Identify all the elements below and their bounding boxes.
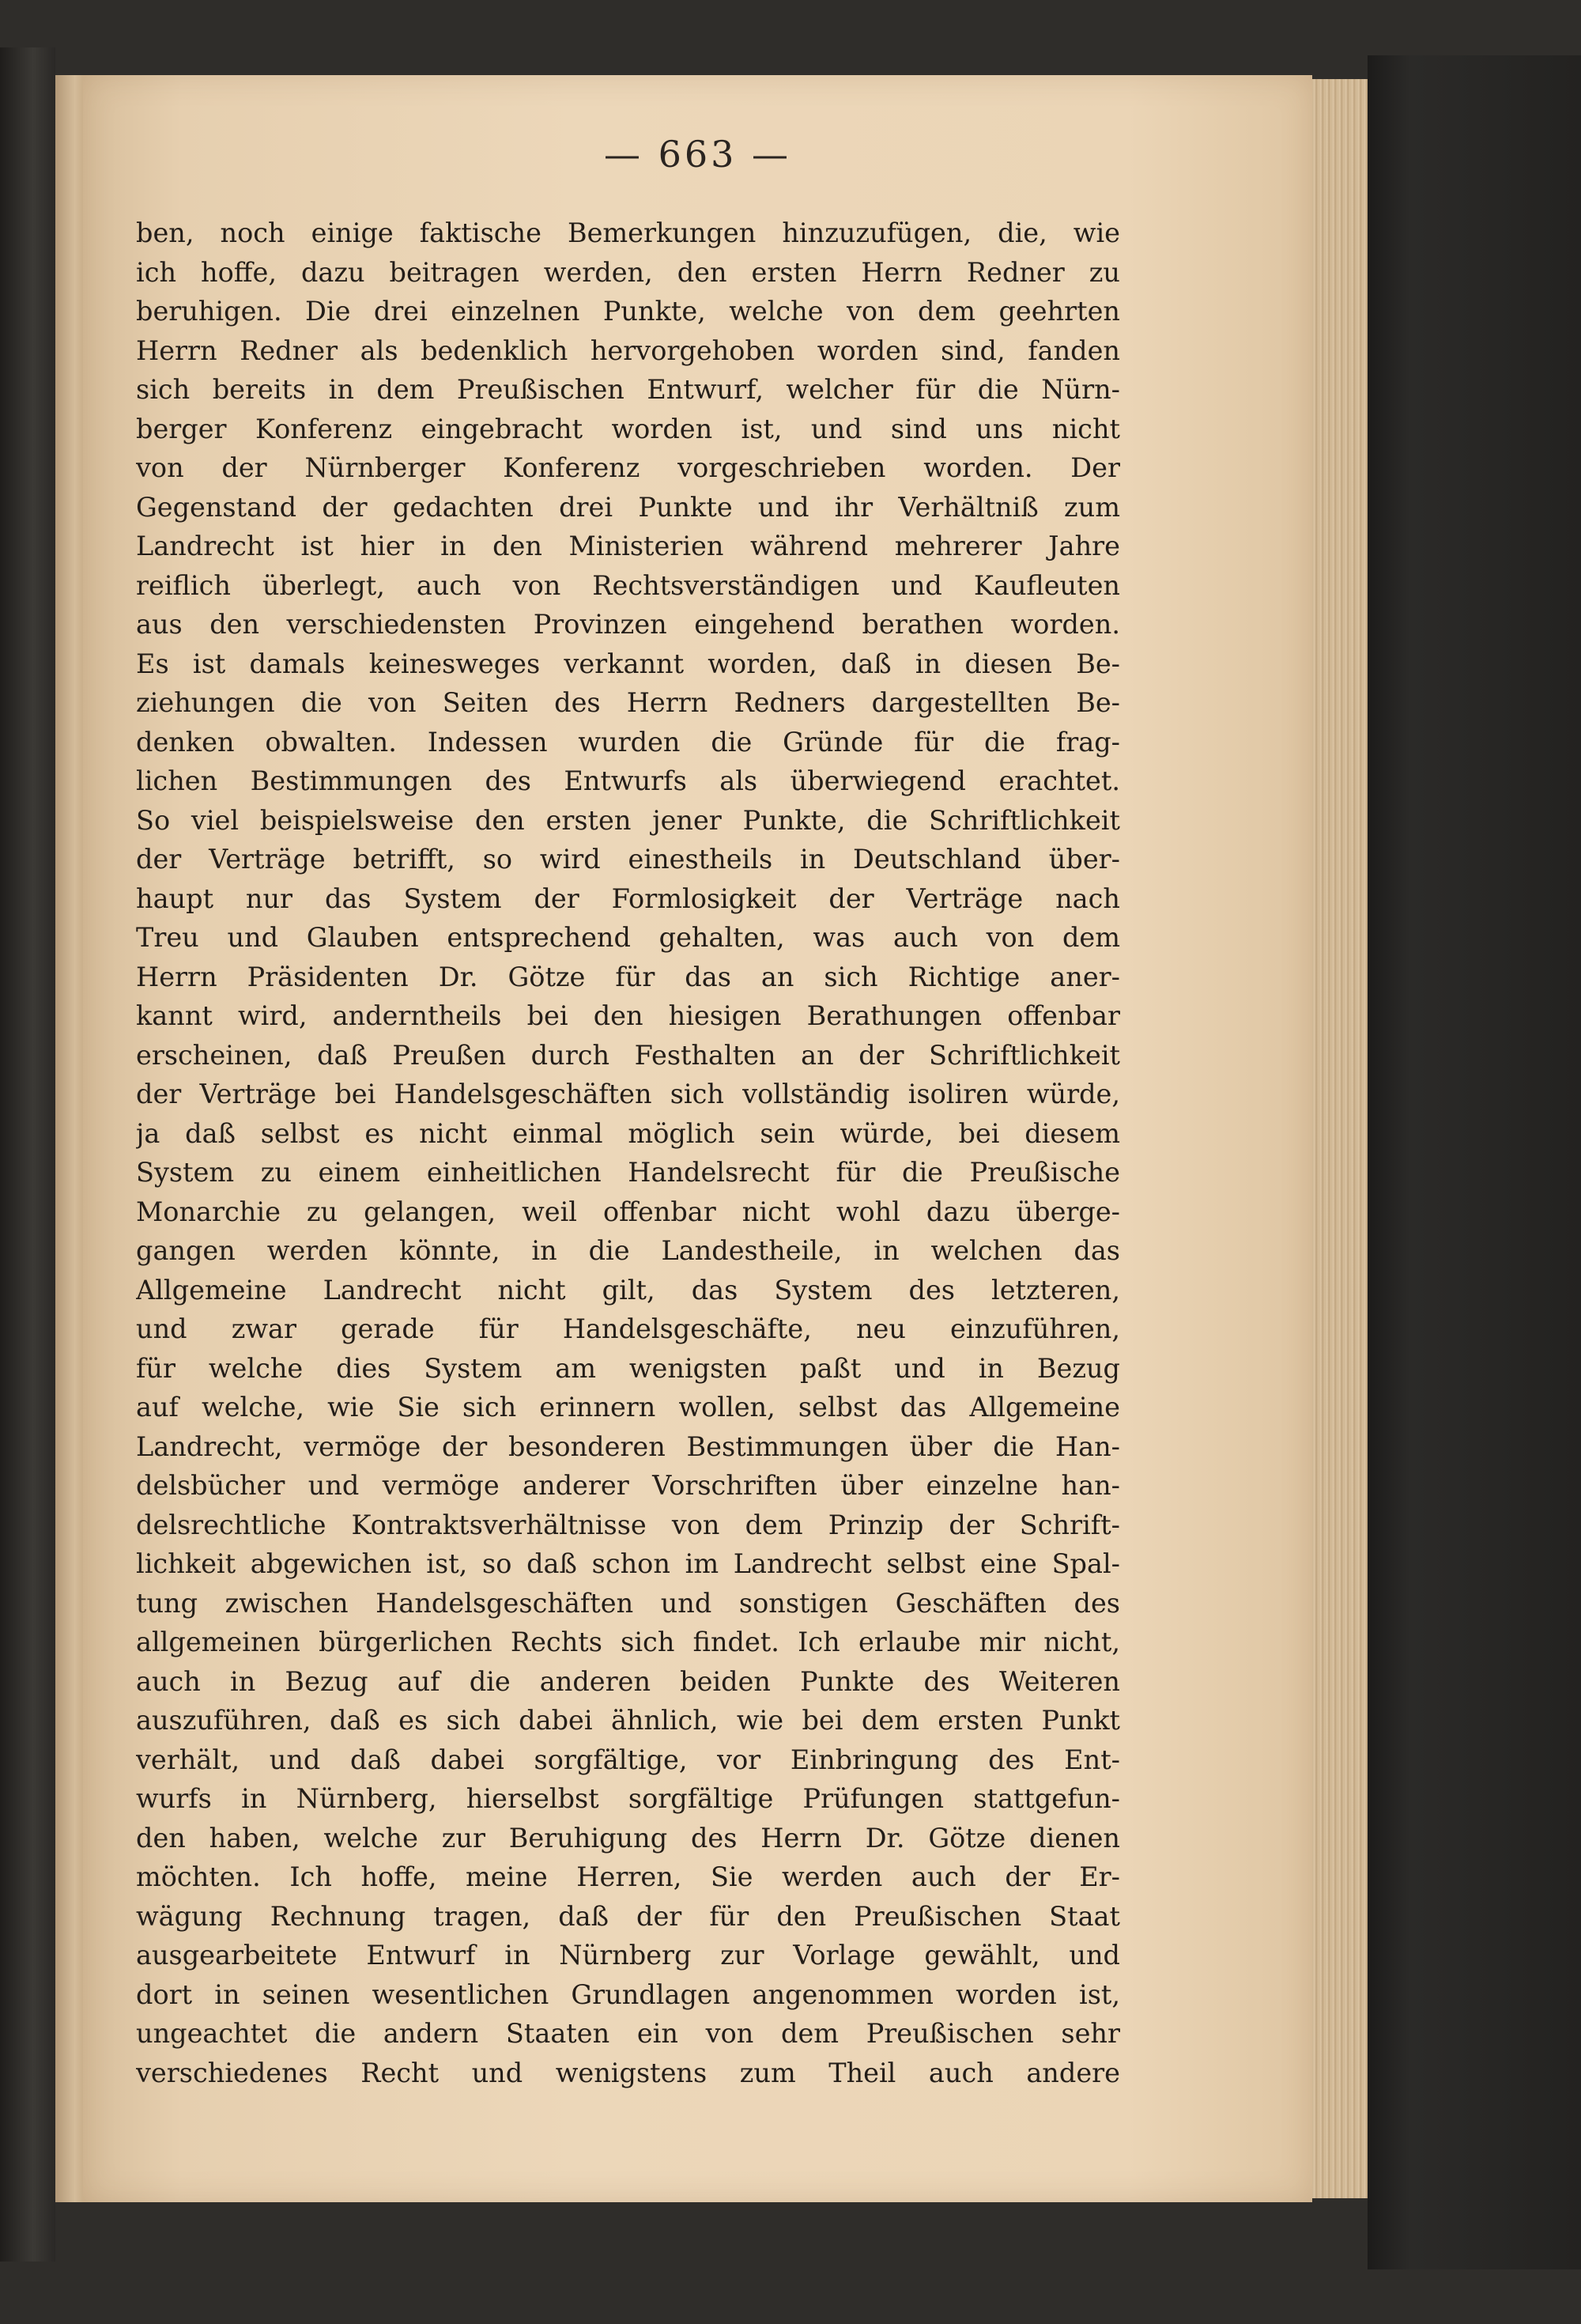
text-line: kannt wird, anderntheils bei den hiesigen Berathungen offenbar	[136, 1000, 1120, 1031]
text-line: Herrn Präsidenten Dr. Götze für das an sich Richtige aner-	[136, 961, 1120, 992]
text-line: der Verträge bei Handelsgeschäften sich vollständig isoliren würde,	[136, 1079, 1120, 1109]
text-line: Treu und Glauben entsprechend gehalten, was auch von dem	[136, 922, 1120, 953]
text-line: Allgemeine Landrecht nicht gilt, das System des letzteren,	[136, 1274, 1120, 1306]
text-line: von der Nürnberger Konferenz vorgeschrieben worden. Der	[136, 452, 1120, 483]
text-line: Landrecht, vermöge der besonderen Bestimmungen über die Han-	[136, 1430, 1120, 1462]
text-line: und zwar gerade für Handelsgeschäfte, neu einzuführen,	[136, 1313, 1120, 1344]
text-line: tung zwischen Handelsgeschäften und sonstigen Geschäften des	[136, 1587, 1120, 1619]
text-line: lichen Bestimmungen des Entwurfs als überwiegend erachtet.	[136, 765, 1120, 796]
text-line: delsbücher und vermöge anderer Vorschriften über einzelne han-	[136, 1470, 1120, 1501]
text-line: wägung Rechnung tragen, daß der für den Preußischen Staat	[136, 1900, 1120, 1932]
text-line: So viel beispielsweise den ersten jener Punkte, die Schriftlichkeit	[136, 804, 1120, 836]
text-line: auch in Bezug auf die anderen beiden Punkte des Weiteren	[136, 1665, 1120, 1697]
text-line: System zu einem einheitlichen Handelsrecht für die Preußische	[136, 1157, 1120, 1188]
text-line: Es ist damals keinesweges verkannt worden, daß in diesen Be-	[136, 648, 1120, 679]
text-line: ben, noch einige faktische Bemerkungen hinzuzufügen, die, wie	[136, 217, 1120, 248]
text-line: allgemeinen bürgerlichen Rechts sich findet. Ich erlaube mir nicht,	[136, 1627, 1120, 1657]
text-line: delsrechtliche Kontraktsverhältnisse von dem Prinzip der Schrift-	[136, 1509, 1120, 1540]
page-stack-edge	[1312, 79, 1368, 2198]
text-line: der Verträge betrifft, so wird einestheils in Deutschland über-	[136, 844, 1120, 875]
text-line: Monarchie zu gelangen, weil offenbar nicht wohl dazu überge-	[136, 1196, 1120, 1227]
text-line: ich hoffe, dazu beitragen werden, den ersten Herrn Redner zu	[136, 256, 1120, 288]
text-line: gangen werden könnte, in die Landestheile, in welchen das	[136, 1235, 1120, 1266]
text-line: denken obwalten. Indessen wurden die Gründe für die frag-	[136, 726, 1120, 758]
text-line: erscheinen, daß Preußen durch Festhalten an der Schriftlichkeit	[136, 1039, 1120, 1071]
text-line: berger Konferenz eingebracht worden ist, und sind uns nicht	[136, 413, 1120, 444]
text-line: aus den verschiedensten Provinzen eingehend berathen worden.	[136, 609, 1120, 640]
text-line: ungeachtet die andern Staaten ein von dem Preußischen sehr	[136, 2018, 1120, 2049]
text-line: lichkeit abgewichen ist, so daß schon im Landrecht selbst eine Spal-	[136, 1548, 1120, 1579]
text-line: sich bereits in dem Preußischen Entwurf, welcher für die Nürn-	[136, 374, 1120, 405]
text-line: wurfs in Nürnberg, hierselbst sorgfältige Prüfungen stattgefun-	[136, 1783, 1120, 1814]
text-line: verhält, und daß dabei sorgfältige, vor Einbringung des Ent-	[136, 1744, 1120, 1775]
text-line: Herrn Redner als bedenklich hervorgehoben worden sind, fanden	[136, 334, 1120, 366]
page-number: — 663 —	[603, 133, 792, 176]
text-line: Gegenstand der gedachten drei Punkte und ihr Verhältniß zum	[136, 491, 1120, 523]
text-line: beruhigen. Die drei einzelnen Punkte, welche von dem geehrten	[136, 296, 1120, 327]
text-line: möchten. Ich hoffe, meine Herren, Sie werden auch der Er-	[136, 1861, 1120, 1892]
text-line: ja daß selbst es nicht einmal möglich sein würde, bei diesem	[136, 1117, 1120, 1149]
body-text	[136, 214, 1120, 2092]
text-line: haupt nur das System der Formlosigkeit der Verträge nach	[136, 882, 1120, 914]
book-cover-left	[0, 47, 55, 2262]
book-cover-right	[1368, 55, 1581, 2269]
facing-page-edge	[55, 75, 83, 2202]
text-line: verschiedenes Recht und wenigstens zum Theil auch andere	[136, 2057, 1120, 2088]
text-line: dort in seinen wesentlichen Grundlagen angenommen worden ist,	[136, 1978, 1120, 2010]
text-line: für welche dies System am wenigsten paßt und in Bezug	[136, 1352, 1120, 1384]
text-line: reiflich überlegt, auch von Rechtsverständigen und Kaufleuten	[136, 569, 1120, 601]
text-line: auf welche, wie Sie sich erinnern wollen, selbst das Allgemeine	[136, 1392, 1120, 1423]
text-line: ausgearbeitete Entwurf in Nürnberg zur Vorlage gewählt, und	[136, 1940, 1120, 1971]
text-line: ziehungen die von Seiten des Herrn Redners dargestellten Be-	[136, 687, 1120, 718]
text-line: Landrecht ist hier in den Ministerien während mehrerer Jahre	[136, 531, 1120, 561]
text-line: den haben, welche zur Beruhigung des Herrn Dr. Götze dienen	[136, 1822, 1120, 1854]
text-line: auszuführen, daß es sich dabei ähnlich, wie bei dem ersten Punkt	[136, 1705, 1120, 1736]
